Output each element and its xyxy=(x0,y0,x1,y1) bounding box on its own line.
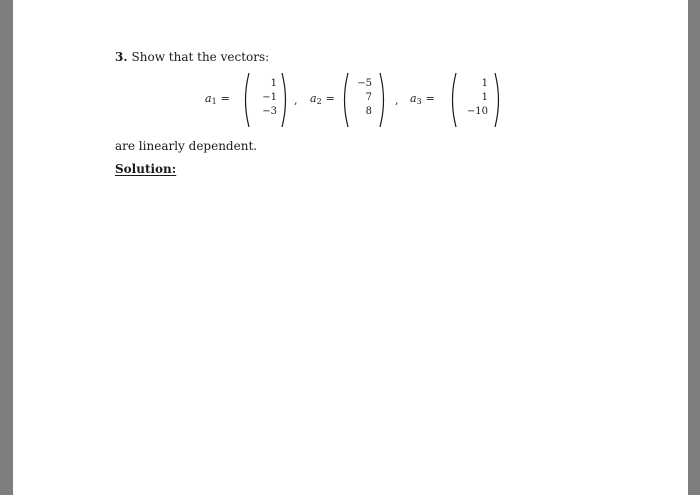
vector-a1-label: $a_1$ = xyxy=(205,92,230,106)
vector-a1-entry-3: −3 xyxy=(262,106,277,117)
vector-a1-entry-1: 1 xyxy=(270,78,277,89)
vector-a3-entry-2: 1 xyxy=(481,92,488,103)
solution-heading: Solution: xyxy=(115,162,177,176)
vector-a2-entry-3: 8 xyxy=(365,106,372,117)
vector-a1-entries xyxy=(251,77,277,119)
conclusion-text: are linearly dependent. xyxy=(115,139,258,153)
vector-a2-label: $a_2$ = xyxy=(310,92,335,106)
vector-a2-entries xyxy=(346,77,372,119)
document-page xyxy=(13,0,688,495)
problem-text: Show that the vectors: xyxy=(131,50,270,64)
vector-a1-right-paren xyxy=(280,72,290,128)
vector-a3-entry-3: −10 xyxy=(466,106,488,117)
vector-a3-entry-1: 1 xyxy=(481,78,488,89)
vector-definitions xyxy=(13,72,688,132)
vector-a2-entry-2: 7 xyxy=(365,92,372,103)
vector-a3-entries xyxy=(462,77,488,119)
problem-number: 3. xyxy=(115,50,128,64)
vector-a1-entry-2: −1 xyxy=(262,92,277,103)
vector-a3-left-paren xyxy=(448,72,458,128)
vector-a1-separator: , xyxy=(294,94,298,107)
vector-a2-right-paren xyxy=(378,72,388,128)
vector-a3-right-paren xyxy=(493,72,503,128)
vector-a3-label: $a_3$ = xyxy=(410,92,435,106)
vector-a2-separator: , xyxy=(395,94,399,107)
vector-a1-left-paren xyxy=(241,72,251,128)
vector-a2-entry-1: −5 xyxy=(357,78,372,89)
problem-statement xyxy=(115,50,269,64)
